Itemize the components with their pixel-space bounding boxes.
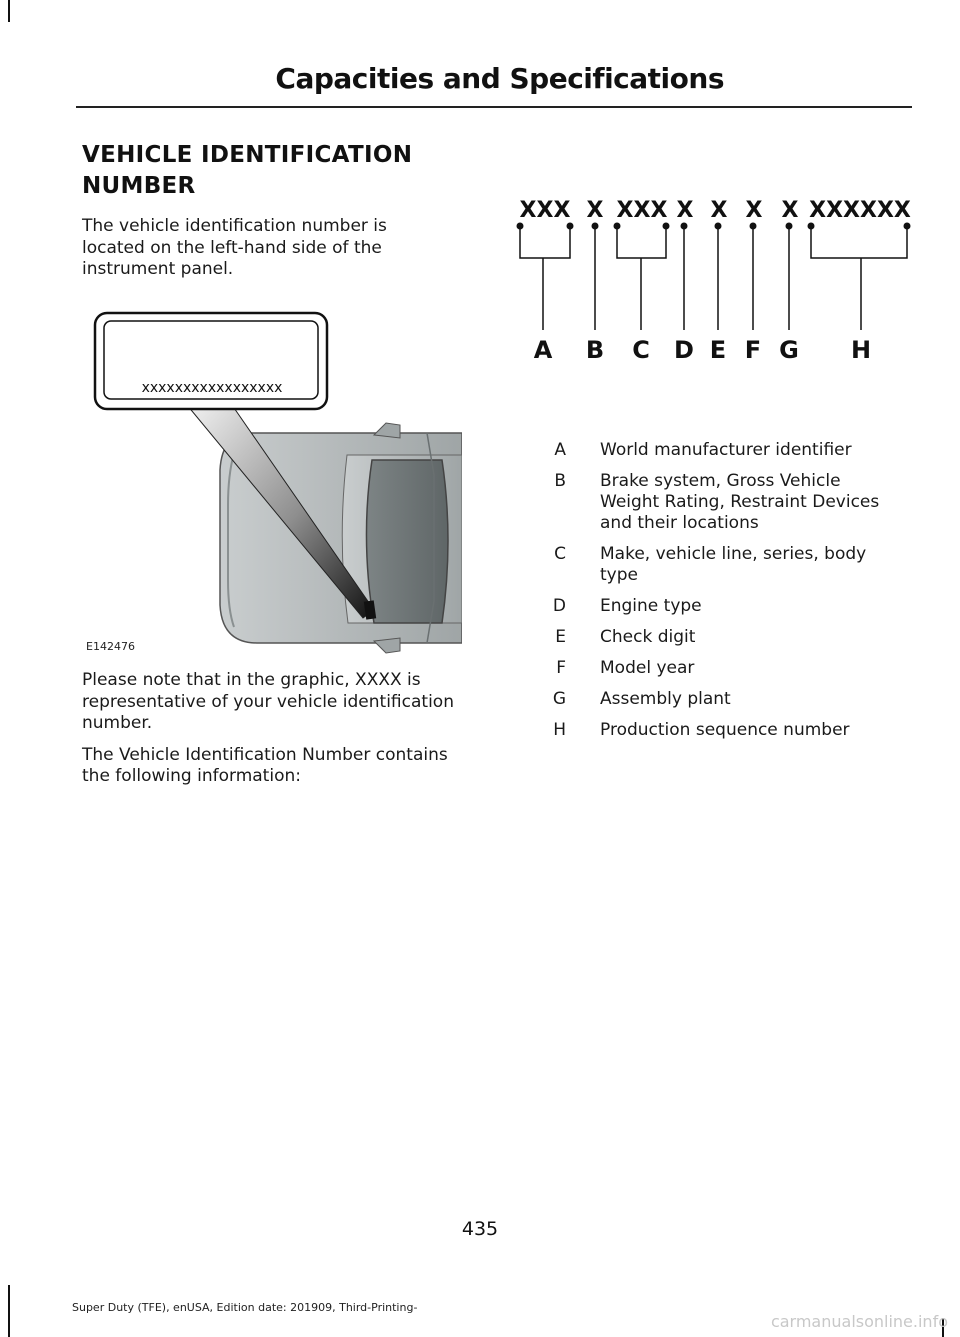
legend-description: Check digit <box>600 627 696 647</box>
vin-group-e: X <box>710 198 728 223</box>
legend-description: Make, vehicle line, series, body type <box>600 544 867 585</box>
legend-key: B <box>554 471 566 491</box>
vin-breakdown-diagram <box>508 190 918 370</box>
vin-label-e: E <box>709 336 727 364</box>
legend-key: G <box>552 689 566 709</box>
legend-description: Engine type <box>600 596 702 616</box>
legend-key: A <box>554 440 566 460</box>
legend-row <box>530 471 910 534</box>
figure-code: E142476 <box>86 640 135 653</box>
page-header-title: Capacities and Specifications <box>275 62 724 95</box>
legend-description: Production sequence number <box>600 720 850 740</box>
vin-label-d: D <box>674 336 694 364</box>
legend-row <box>530 720 910 741</box>
vin-group-a: XXX <box>519 198 571 223</box>
left-column <box>82 140 477 281</box>
legend-key: F <box>556 658 566 678</box>
vin-group-c: XXX <box>616 198 668 223</box>
edition-footer: Super Duty (TFE), enUSA, Edition date: 201909, Third-Printing- <box>72 1301 418 1314</box>
vin-label-c: C <box>632 336 650 364</box>
legend-row <box>530 440 910 461</box>
vin-label-b: B <box>585 336 605 364</box>
legend-row <box>530 658 910 679</box>
vin-group-b: X <box>586 198 604 223</box>
vin-legend <box>530 440 910 751</box>
legend-description: Assembly plant <box>600 689 731 709</box>
vin-bracket-dots <box>517 223 911 230</box>
vin-placeholder-text: xxxxxxxxxxxxxxxxx <box>141 380 283 396</box>
vin-brackets <box>520 226 907 330</box>
legend-row <box>530 596 910 617</box>
vin-group-d: X <box>676 198 694 223</box>
legend-row <box>530 689 910 710</box>
watermark-text: carmanualsonline.info <box>770 1312 948 1331</box>
header-divider <box>76 106 912 108</box>
legend-key: C <box>554 544 566 564</box>
intro-paragraph: The vehicle identification number is located on the left-hand side of the instrument panel. <box>82 216 387 279</box>
legend-row <box>530 627 910 648</box>
page-number: 435 <box>461 1218 499 1240</box>
crop-mark <box>8 0 10 22</box>
legend-description: World manufacturer identifier <box>600 440 852 460</box>
note-block <box>82 670 477 788</box>
vin-label-f: F <box>744 336 762 364</box>
vin-location-illustration <box>82 305 462 655</box>
vin-label-h: H <box>850 336 872 364</box>
legend-key: H <box>553 720 566 740</box>
section-heading: VEHICLE IDENTIFICATION NUMBER <box>82 142 413 199</box>
vin-group-f: X <box>745 198 763 223</box>
legend-description: Model year <box>600 658 695 678</box>
vin-group-h: XXXXXX <box>809 198 911 223</box>
vin-group-g: X <box>781 198 799 223</box>
legend-description: Brake system, Gross Vehicle Weight Rating, Restraint Devices and their locations <box>600 471 880 533</box>
note-paragraph: Please note that in the graphic, XXXX is representative of your vehicle identification number. <box>82 670 454 733</box>
vin-label-a: A <box>533 336 553 364</box>
legend-row <box>530 544 910 586</box>
vin-label-g: G <box>779 336 799 364</box>
legend-key: D <box>552 596 566 616</box>
legend-key: E <box>555 627 566 647</box>
crop-mark <box>8 1285 10 1337</box>
contains-paragraph: The Vehicle Identification Number contains the following information: <box>82 744 448 786</box>
